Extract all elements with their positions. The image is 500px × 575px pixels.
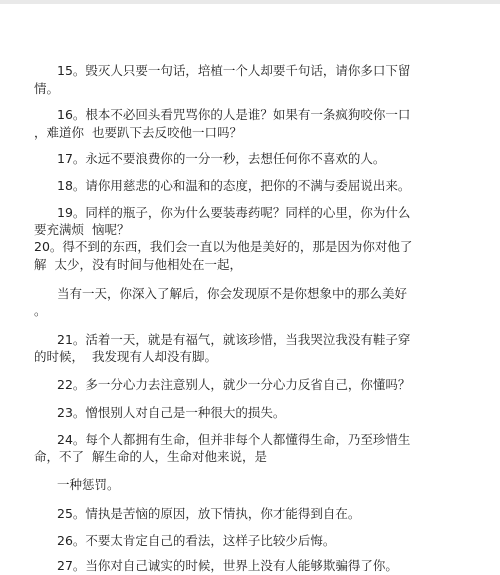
paragraph-24-line-2: 命，不了 解生命的人，生命对他来说，是	[34, 449, 267, 464]
paragraph-21-line-1: 21。活着一天，就是有福气，就该珍惜，当我哭泣我没有鞋子穿	[57, 332, 411, 347]
paragraph-23: 23。憎恨别人对自己是一种很大的损失。	[57, 405, 286, 420]
paragraph-15-line-1: 15。毁灭人只要一句话，培植一个人却要千句话，请你多口下留	[57, 63, 411, 78]
paragraph-21-line-2: 的时候， 我发现有人却没有脚。	[34, 349, 217, 364]
paragraph-25: 25。情执是苦恼的原因，放下情执，你才能得到自在。	[57, 506, 361, 521]
paragraph-16-line-2: ，难道你 也要趴下去反咬他一口吗？	[34, 125, 242, 140]
paragraph-18: 18。请你用慈悲的心和温和的态度，把你的不满与委屈说出来。	[57, 178, 411, 193]
paragraph-19-line-2: 要充满烦 恼呢？	[34, 222, 130, 237]
paragraph-27: 27。当你对自己诚实的时候，世界上没有人能够欺骗得了你。	[57, 558, 398, 573]
paragraph-17: 17。永远不要浪费你的一分一秒，去想任何你不喜欢的人。	[57, 151, 386, 166]
paragraph-20-line-1: 20。得不到的东西，我们会一直以为他是美好的，那是因为你对他了	[34, 239, 413, 254]
paragraph-20-line-4: 。	[34, 303, 47, 318]
paragraph-15-line-2: 情。	[34, 81, 60, 96]
paragraph-16-line-1: 16。根本不必回头看咒骂你的人是谁？如果有一条疯狗咬你一口	[57, 107, 411, 122]
paragraph-20-line-2: 解 太少，没有时间与他相处在一起，	[34, 257, 242, 272]
paragraph-19-line-1: 19。同样的瓶子，你为什么要装毒药呢？同样的心里，你为什么	[57, 205, 411, 220]
top-divider	[0, 0, 500, 4]
paragraph-26: 26。不要太肯定自己的看法，这样子比较少后悔。	[57, 533, 336, 548]
paragraph-24-line-3: 一种惩罚。	[57, 477, 120, 492]
paragraph-22: 22。多一分心力去注意别人，就少一分心力反省自己，你懂吗？	[57, 377, 411, 392]
paragraph-24-line-1: 24。每个人都拥有生命，但并非每个人都懂得生命，乃至珍惜生	[57, 432, 411, 447]
paragraph-20-line-3: 当有一天，你深入了解后，你会发现原不是你想象中的那么美好	[57, 286, 408, 301]
